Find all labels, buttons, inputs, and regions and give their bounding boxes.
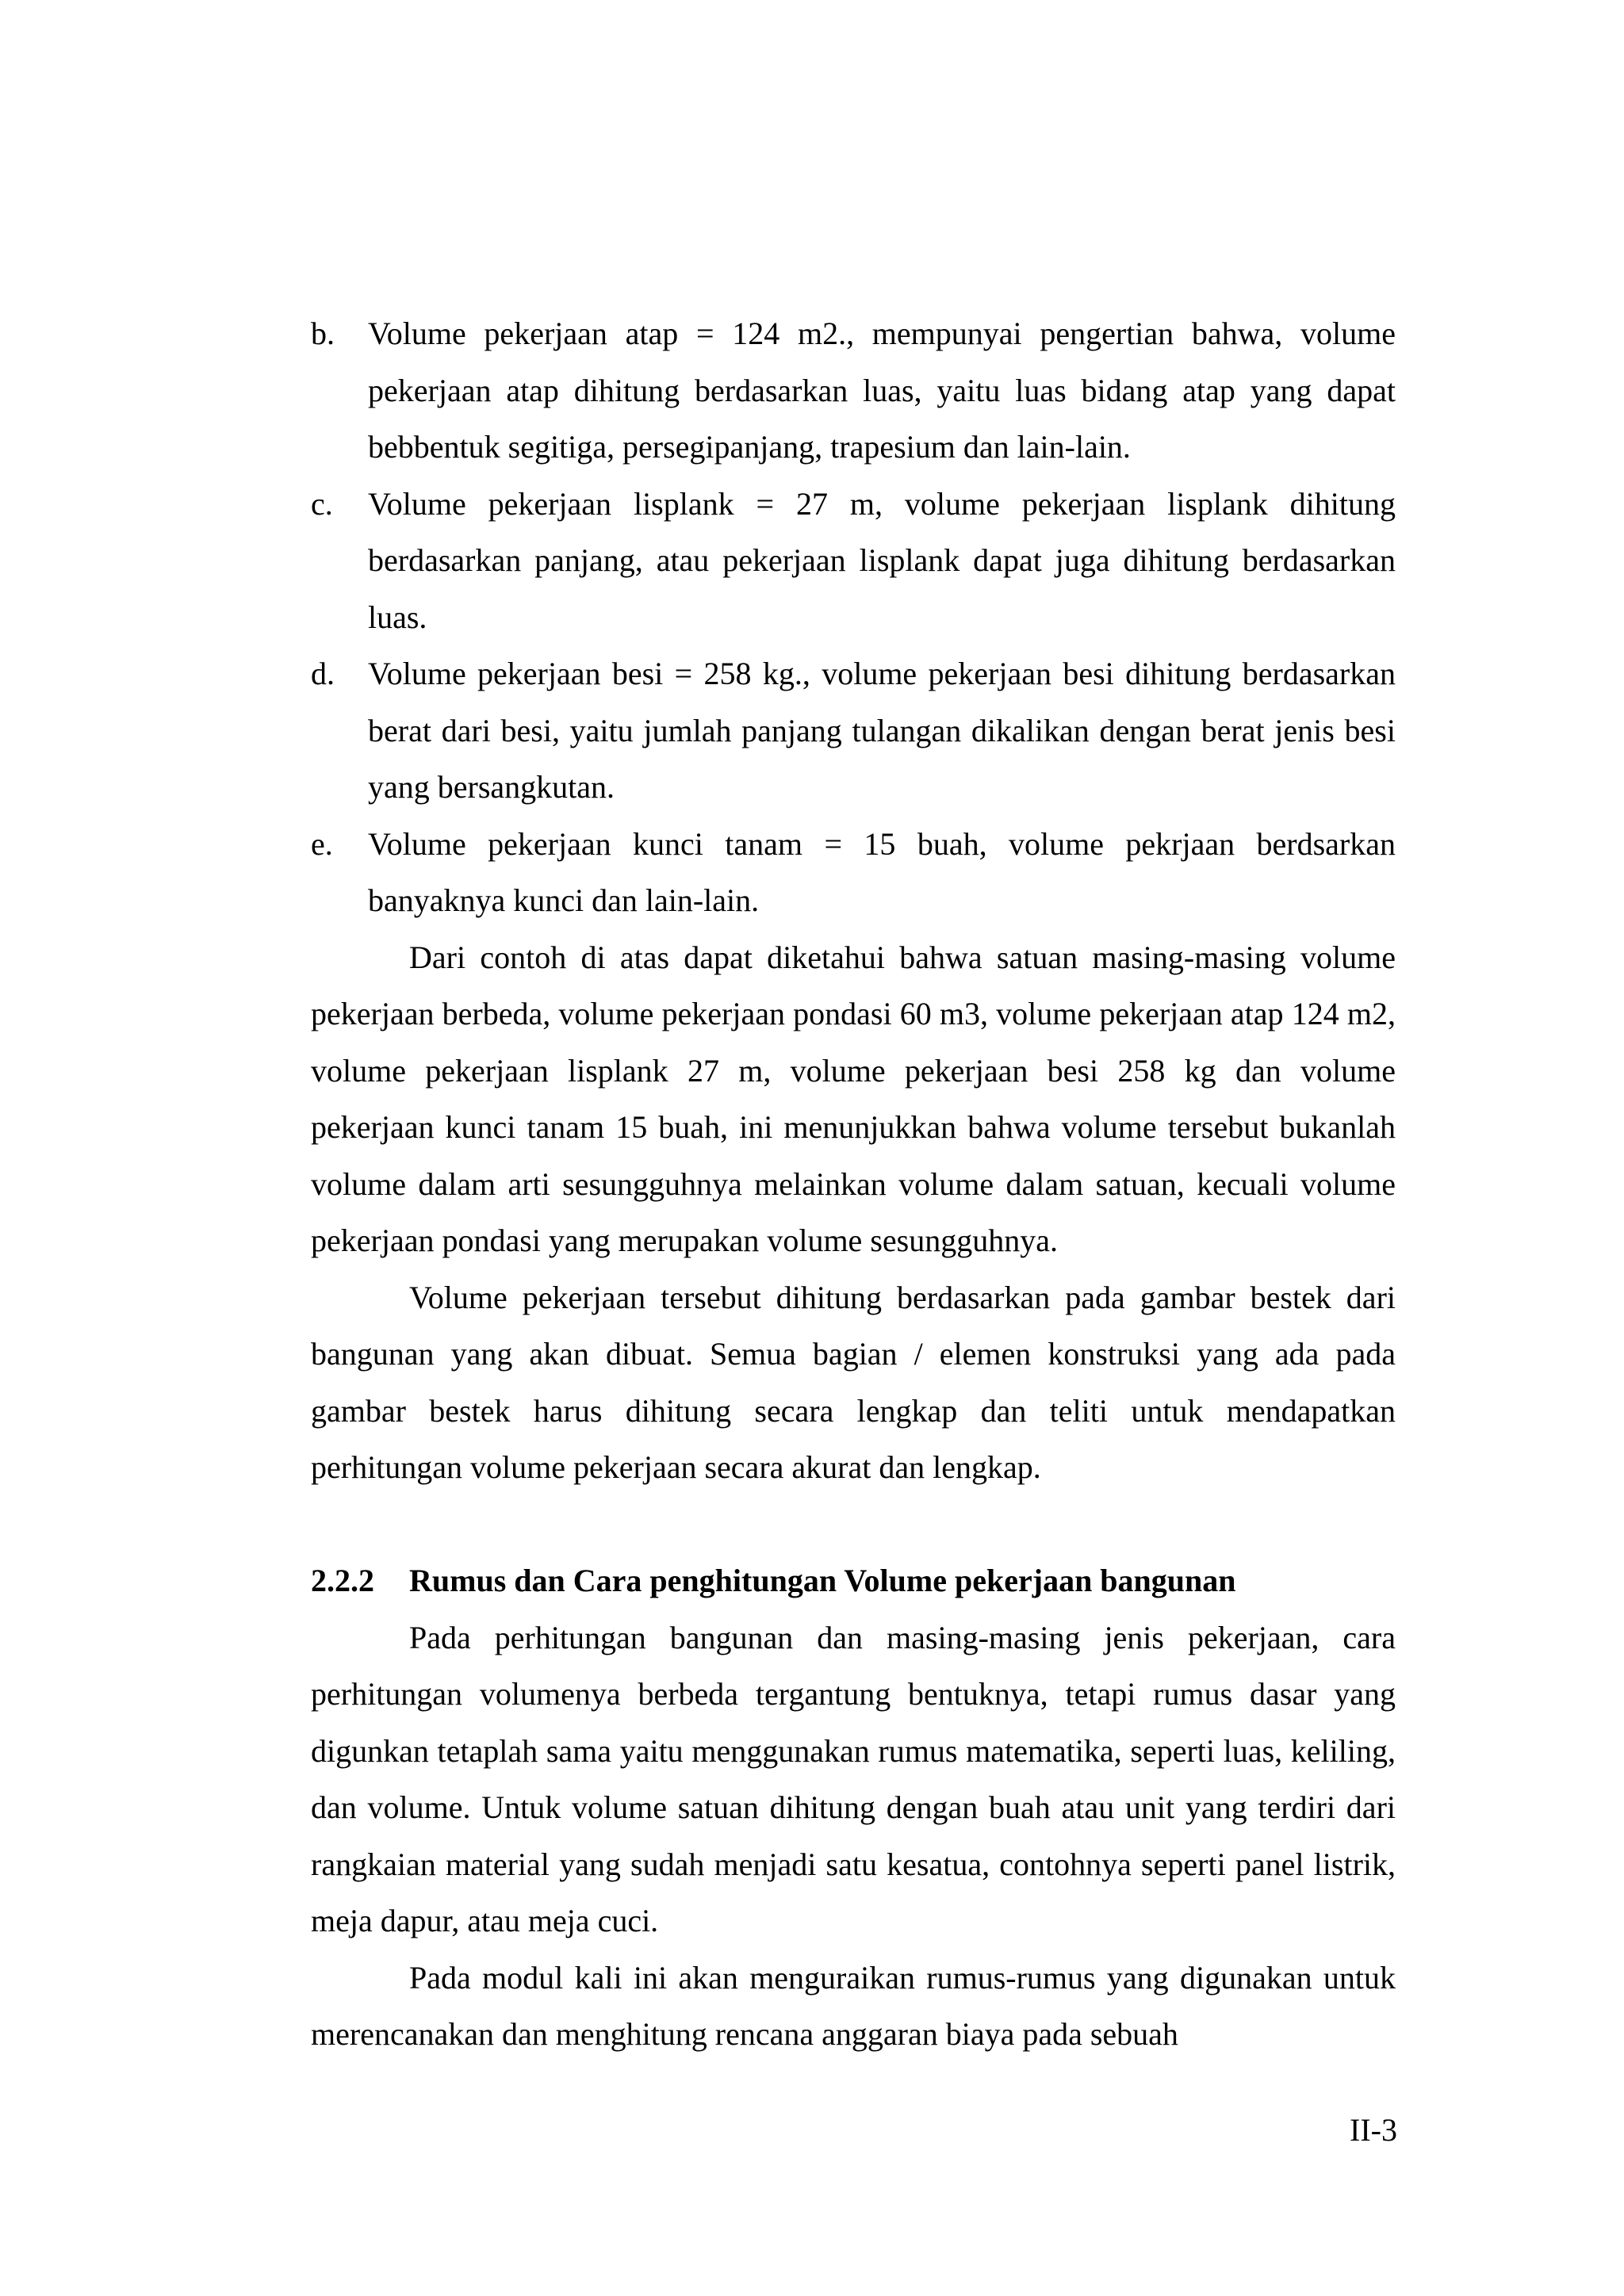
section-title: Rumus dan Cara penghitungan Volume pekerjaan bangunan — [409, 1563, 1236, 1598]
page-number: II-3 — [1350, 2112, 1397, 2148]
list-marker: e. — [311, 825, 333, 862]
list-marker: b. — [311, 316, 335, 351]
list-marker: d. — [311, 656, 335, 691]
body-paragraph: Dari contoh di atas dapat diketahui bahwa satuan masing-masing volume pekerjaan berbeda, volume pekerjaan pondasi 60 m3, volume pekerjaan atap 124 m2, volume pekerjaan lisplank 27 m, volume pekerjaan besi 258 kg dan volume pekerjaan kunci tanam 15 buah, ini menunjukkan bahwa volume tersebut bukanlah volume dalam arti sesungguhnya melainkan volume dalam satuan, kecuali volume pekerjaan pondasi yang merupakan volume sesungguhnya. — [311, 939, 1396, 1258]
list-item-b — [311, 305, 1396, 476]
section-heading — [311, 1552, 1396, 1609]
list-item-text: Volume pekerjaan atap = 124 m2., mempunyai pengertian bahwa, volume pekerjaan atap dihitung berdasarkan luas, yaitu luas bidang atap yang dapat bebbentuk segitiga, persegipanjang, trapesium dan lain-lain. — [368, 316, 1396, 465]
list-item-e — [311, 816, 1396, 929]
list-item-text: Volume pekerjaan lisplank = 27 m, volume pekerjaan lisplank dihitung berdasarkan panjang, atau pekerjaan lisplank dapat juga dihitung berdasarkan luas. — [368, 485, 1396, 635]
list-item-c — [311, 476, 1396, 646]
list-item-text: Volume pekerjaan kunci tanam = 15 buah, volume pekrjaan berdsarkan banyaknya kunci dan lain-lain. — [368, 825, 1396, 918]
body-paragraph: Pada modul kali ini akan menguraikan rumus-rumus yang digunakan untuk merencanakan dan menghitung rencana anggaran biaya pada sebuah — [311, 1959, 1396, 2052]
body-paragraph: Pada perhitungan bangunan dan masing-masing jenis pekerjaan, cara perhitungan volumenya berbeda tergantung bentuknya, tetapi rumus dasar yang digunkan tetaplah sama yaitu menggunakan rumus matematika, seperti luas, keliling, dan volume. Untuk volume satuan dihitung dengan buah atau unit yang terdiri dari rangkaian material yang sudah menjadi satu kesatua, contohnya seperti panel listrik, meja dapur, atau meja cuci. — [311, 1619, 1396, 1938]
body-paragraph: Volume pekerjaan tersebut dihitung berdasarkan pada gambar bestek dari bangunan yang akan dibuat. Semua bagian / elemen konstruksi yang ada pada gambar bestek harus dihitung secara lengkap dan teliti untuk mendapatkan perhitungan volume pekerjaan secara akurat dan lengkap. — [311, 1279, 1396, 1485]
list-marker: c. — [311, 485, 333, 522]
list-item-text: Volume pekerjaan besi = 258 kg., volume pekerjaan besi dihitung berdasarkan berat dari besi, yaitu jumlah panjang tulangan dikalikan dengan berat jenis besi yang bersangkutan. — [368, 656, 1396, 805]
page-content — [311, 305, 1396, 2063]
list-item-d — [311, 645, 1396, 816]
section-number: 2.2.2 — [311, 1563, 374, 1598]
